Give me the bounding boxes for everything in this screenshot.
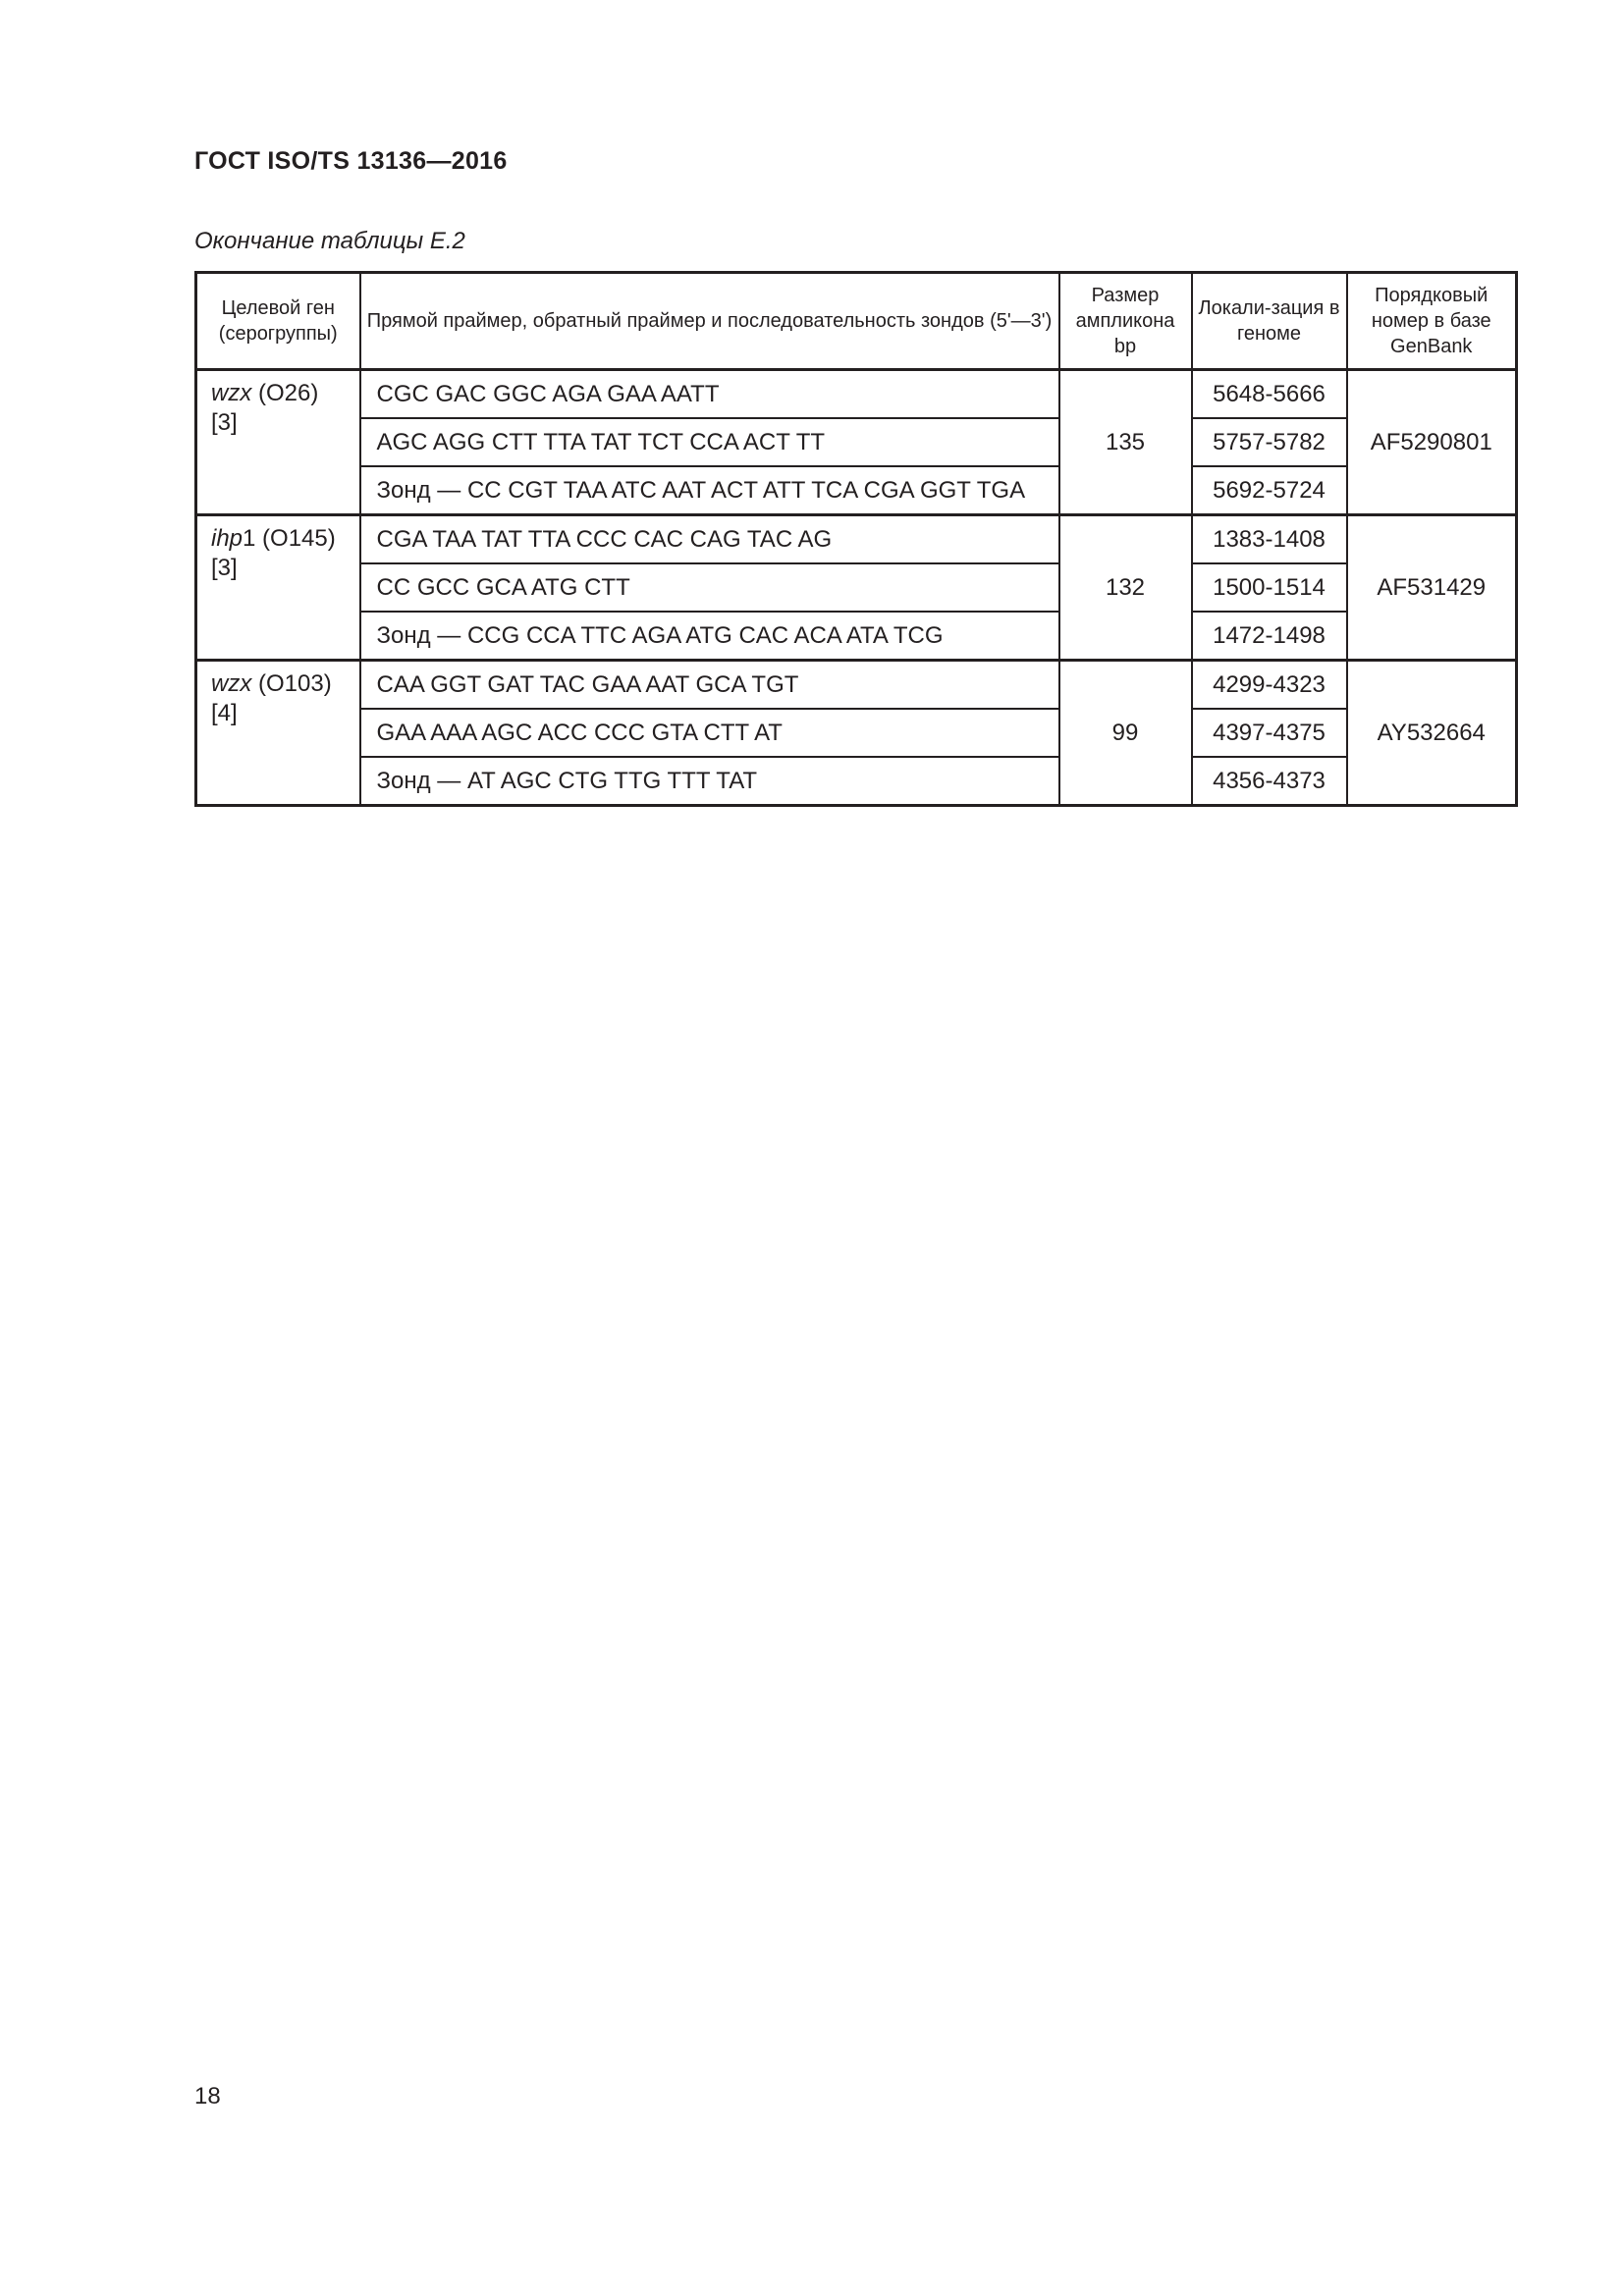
header-genbank-number: Порядковый номер в базе GenBank [1347,273,1517,370]
page-number: 18 [194,2083,221,2109]
location-cell: 1383-1408 [1192,515,1347,564]
location-cell: 5757-5782 [1192,418,1347,466]
gene-reference: [3] [211,409,238,436]
table-row [196,612,1517,661]
table-row [196,418,1517,466]
table-row [196,661,1517,710]
gene-cell [196,515,360,661]
gene-name: ihp [211,525,244,552]
location-cell: 5692-5724 [1192,466,1347,515]
sequence-cell: CGC GAC GGC AGA GAA AATT [360,370,1059,419]
gene-cell [196,370,360,515]
document-header: ГОСТ ISO/TS 13136—2016 [194,147,508,175]
primer-table [194,271,1518,807]
header-primers-probes: Прямой праймер, обратный праймер и последовательность зондов (5'—3') [360,273,1059,370]
header-target-gene: Целевой ген (серогруппы) [196,273,360,370]
gene-name: wzx [211,670,252,697]
sequence-cell: CAA GGT GAT TAC GAA AAT GCA TGT [360,661,1059,710]
genbank-cell: AF5290801 [1347,370,1517,515]
sequence-cell: GAA AAA AGC ACC CCC GTA CTT AT [360,709,1059,757]
table-row [196,709,1517,757]
gene-serogroup: 1 (O145) [243,525,336,552]
table-header-row [196,273,1517,370]
table-row [196,515,1517,564]
sequence-cell: Зонд — AT AGC CTG TTG TTT TAT [360,757,1059,806]
location-cell: 4397-4375 [1192,709,1347,757]
genbank-cell: AF531429 [1347,515,1517,661]
gene-reference: [3] [211,555,238,581]
amplicon-cell: 99 [1059,661,1192,806]
table-row [196,757,1517,806]
gene-reference: [4] [211,700,238,726]
location-cell: 4356-4373 [1192,757,1347,806]
table-row [196,563,1517,612]
gene-cell [196,661,360,806]
gene-serogroup: (O103) [251,670,332,697]
table-row [196,466,1517,515]
genbank-cell: AY532664 [1347,661,1517,806]
location-cell: 1500-1514 [1192,563,1347,612]
table-row [196,370,1517,419]
amplicon-cell: 135 [1059,370,1192,515]
gene-name: wzx [211,380,252,406]
location-cell: 1472-1498 [1192,612,1347,661]
gene-serogroup: (O26) [251,380,319,406]
header-genome-location: Локали-зация в геноме [1192,273,1347,370]
sequence-cell: CC GCC GCA ATG CTT [360,563,1059,612]
table-caption: Окончание таблицы E.2 [194,228,465,254]
sequence-cell: AGC AGG CTT TTA TAT TCT CCA ACT TT [360,418,1059,466]
sequence-cell: Зонд — CCG CCA TTC AGA ATG CAC ACA ATA TCG [360,612,1059,661]
location-cell: 4299-4323 [1192,661,1347,710]
sequence-cell: Зонд — CC CGT TAA ATC AAT ACT ATT TCA CGA GGT TGA [360,466,1059,515]
header-amplicon-size: Размер ампликона bp [1059,273,1192,370]
sequence-cell: CGA TAA TAT TTA CCC CAC CAG TAC AG [360,515,1059,564]
amplicon-cell: 132 [1059,515,1192,661]
location-cell: 5648-5666 [1192,370,1347,419]
